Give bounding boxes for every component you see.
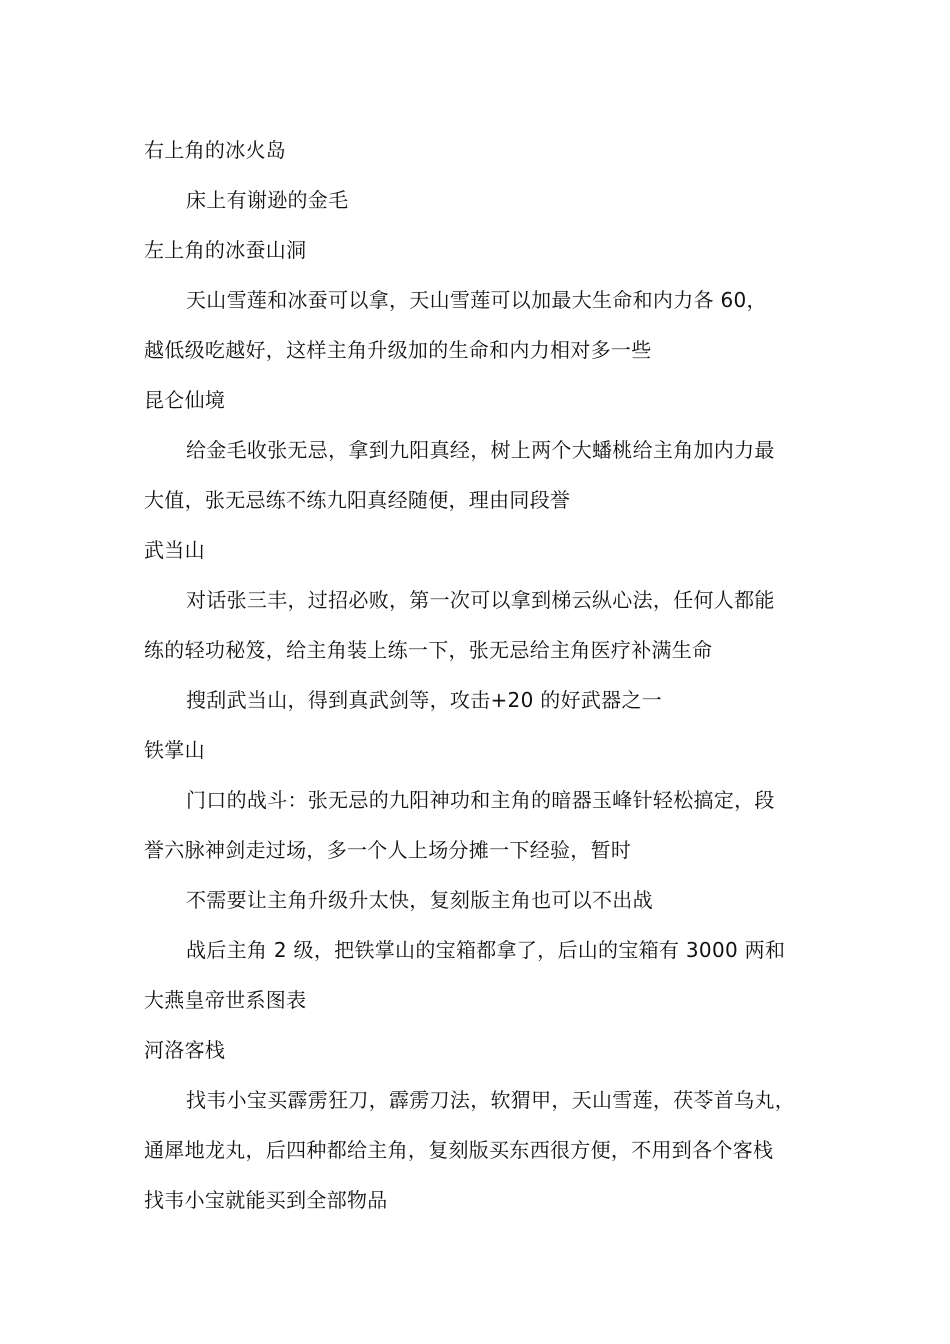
heading-wudang: 武当山 bbox=[144, 538, 205, 562]
paragraph-line: 越低级吃越好，这样主角升级加的生命和内力相对多一些 bbox=[144, 338, 652, 362]
paragraph-line: 找韦小宝就能买到全部物品 bbox=[144, 1188, 388, 1212]
paragraph-line: 战后主角 2 级，把铁掌山的宝箱都拿了，后山的宝箱有 3000 两和 bbox=[186, 938, 786, 962]
paragraph-line: 大值，张无忌练不练九阳真经随便，理由同段誉 bbox=[144, 488, 571, 512]
paragraph-line: 天山雪莲和冰蚕可以拿，天山雪莲可以加最大生命和内力各 60， bbox=[186, 288, 767, 312]
paragraph-line: 门口的战斗：张无忌的九阳神功和主角的暗器玉峰针轻松搞定，段 bbox=[186, 788, 775, 812]
heading-ice-silkworm-cave: 左上角的冰蚕山洞 bbox=[144, 238, 307, 262]
paragraph-line: 搜刮武当山，得到真武剑等，攻击+20 的好武器之一 bbox=[186, 688, 663, 712]
paragraph-line: 对话张三丰，过招必败，第一次可以拿到梯云纵心法，任何人都能 bbox=[186, 588, 775, 612]
paragraph-line: 大燕皇帝世系图表 bbox=[144, 988, 307, 1012]
heading-kunlun: 昆仑仙境 bbox=[144, 388, 226, 412]
heading-tiezhang: 铁掌山 bbox=[144, 738, 205, 762]
paragraph-line: 床上有谢逊的金毛 bbox=[186, 188, 349, 212]
heading-heluo-inn: 河洛客栈 bbox=[144, 1038, 226, 1062]
paragraph-line: 练的轻功秘笈，给主角装上练一下，张无忌给主角医疗补满生命 bbox=[144, 638, 713, 662]
heading-ice-fire-island: 右上角的冰火岛 bbox=[144, 138, 287, 162]
paragraph-line: 找韦小宝买霹雳狂刀，霹雳刀法，软猬甲，天山雪莲，茯苓首乌丸， bbox=[186, 1088, 795, 1112]
paragraph-line: 誉六脉神剑走过场，多一个人上场分摊一下经验，暂时 bbox=[144, 838, 632, 862]
paragraph-line: 通犀地龙丸，后四种都给主角，复刻版买东西很方便，不用到各个客栈 bbox=[144, 1138, 774, 1162]
paragraph-line: 不需要让主角升级升太快，复刻版主角也可以不出战 bbox=[186, 888, 653, 912]
paragraph-line: 给金毛收张无忌，拿到九阳真经，树上两个大蟠桃给主角加内力最 bbox=[186, 438, 775, 462]
